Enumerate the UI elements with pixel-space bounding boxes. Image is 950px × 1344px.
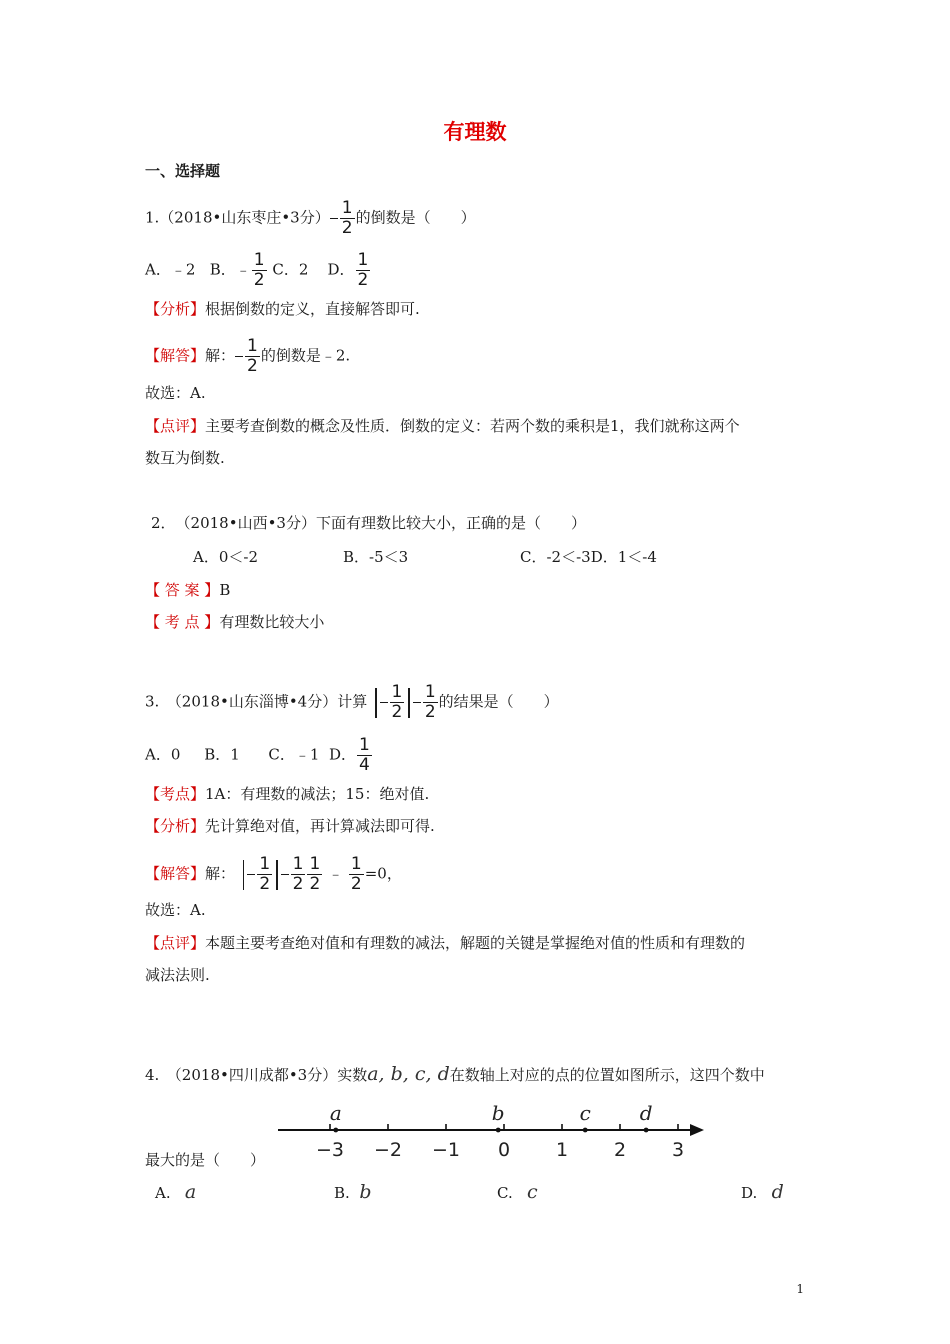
fraction-denominator: 2 — [309, 874, 321, 894]
q4-option-b — [334, 1181, 372, 1203]
q4-option-d — [741, 1181, 784, 1203]
q1-option-a: A．﹣2 — [145, 260, 196, 279]
fraction-numerator: 1 — [247, 336, 258, 356]
section-heading: 一、选择题 — [145, 162, 221, 180]
q3-answer — [145, 854, 402, 894]
q3-option-d: D． — [329, 745, 357, 764]
fraction — [307, 856, 322, 893]
tag-point: 【考点】 — [145, 785, 206, 803]
option-letter: D. — [741, 1184, 758, 1202]
q1-comment — [145, 415, 740, 437]
tag-comment: 【点评】 — [145, 417, 206, 435]
number-line-figure — [270, 1098, 710, 1164]
minus-sign — [330, 218, 338, 219]
option-variable: b — [359, 1181, 372, 1203]
point-label: d — [639, 1101, 653, 1125]
q2-option-a: A．0＜-2 — [193, 548, 258, 566]
tag-comment: 【点评】 — [145, 934, 206, 952]
minus-sign: ﹣ — [328, 864, 344, 883]
tag-answer: 【解答】 — [145, 864, 206, 883]
answer-text: B — [219, 581, 231, 599]
tag-answer: 【 答 案 】 — [145, 581, 220, 599]
q4-stem — [145, 1063, 765, 1085]
tick-label: 0 — [497, 1139, 511, 1161]
point-text: 有理数比较大小 — [219, 613, 325, 631]
q3-option-a: A．0 — [145, 745, 181, 764]
tag-answer: 【解答】 — [145, 346, 206, 365]
fraction-denominator: 2 — [391, 702, 403, 722]
point-text: 1A：有理数的减法；15：绝对值. — [205, 785, 430, 803]
q3-choice: 故选：A. — [145, 901, 206, 919]
minus-sign — [247, 874, 255, 875]
fraction — [423, 684, 438, 721]
tag-point: 【 考 点 】 — [145, 613, 220, 631]
q3-suffix: 的结果是（ ） — [438, 692, 559, 711]
fraction-numerator: 1 — [391, 682, 403, 702]
q4-variables: a, b, c, d — [367, 1063, 450, 1085]
fraction-numerator: 1 — [259, 854, 271, 874]
q3-options — [145, 735, 373, 775]
option-letter: B. — [334, 1184, 350, 1202]
q1-comment-cont: 数互为倒数. — [145, 449, 225, 467]
point-label: b — [491, 1101, 505, 1125]
page-number: 1 — [796, 1282, 804, 1296]
analysis-text: 先计算绝对值，再计算减法即可得. — [205, 817, 435, 835]
q3-option-b: B．1 — [204, 745, 240, 764]
abs-bar — [243, 860, 245, 890]
q1-suffix: 的倒数是（ ） — [355, 208, 476, 227]
minus-sign — [380, 702, 388, 703]
comment-text: 主要考查倒数的概念及性质．倒数的定义：若两个数的乘积是1，我们就称这两个 — [205, 417, 740, 435]
point-label: c — [579, 1101, 591, 1125]
answer-text: =0， — [364, 864, 402, 883]
fraction-numerator: 1 — [292, 854, 304, 874]
fraction — [390, 684, 405, 721]
q3-analysis — [145, 815, 435, 837]
fraction-denominator: 2 — [350, 874, 362, 894]
q1-analysis — [145, 298, 420, 320]
fraction — [252, 252, 267, 289]
fraction-numerator: 1 — [341, 198, 353, 218]
fraction-numerator: 1 — [309, 854, 321, 874]
point-dot — [644, 1128, 649, 1133]
fraction-numerator: 1 — [253, 250, 265, 270]
comment-text: 本题主要考查绝对值和有理数的减法，解题的关键是掌握绝对值的性质和有理数的 — [205, 934, 746, 952]
point-dot — [583, 1128, 588, 1133]
tick-label: −2 — [373, 1139, 403, 1161]
fraction-numerator: 1 — [350, 854, 362, 874]
q3-comment — [145, 932, 745, 954]
tick-label: 1 — [555, 1139, 569, 1161]
q4-option-c — [497, 1181, 538, 1203]
tick-label: 3 — [671, 1139, 685, 1161]
q3-point — [145, 783, 429, 805]
fraction — [356, 252, 371, 289]
tag-analysis: 【分析】 — [145, 817, 206, 835]
q2-answer — [145, 579, 230, 601]
fraction-denominator: 4 — [359, 755, 370, 775]
point-dot — [496, 1128, 501, 1133]
minus-sign — [235, 356, 243, 357]
arrow-head-icon — [690, 1124, 704, 1136]
q4-option-a — [155, 1181, 196, 1203]
fraction-numerator: 1 — [357, 250, 369, 270]
tag-analysis: 【分析】 — [145, 300, 206, 318]
q3-prefix: 3. （2018•山东淄博•4分）计算 — [145, 692, 368, 711]
tick-label: −3 — [315, 1139, 345, 1161]
fraction — [291, 856, 306, 893]
fraction-denominator: 2 — [357, 270, 369, 290]
fraction — [257, 856, 272, 893]
q4-suffix: 在数轴上对应的点的位置如图所示，这四个数中 — [449, 1066, 765, 1084]
option-variable: c — [527, 1181, 538, 1203]
q4-stem-cont: 最大的是（ ） — [145, 1151, 266, 1169]
q2-option-cd: C．-2＜-3D．1＜-4 — [520, 548, 657, 566]
abs-bar — [375, 688, 377, 718]
q1-options — [145, 250, 371, 290]
q1-answer — [145, 336, 351, 376]
point-dot — [333, 1128, 338, 1133]
q3-comment-cont: 减法法则. — [145, 966, 210, 984]
option-letter: A. — [155, 1184, 171, 1202]
answer-prefix: 解： — [205, 346, 236, 365]
option-variable: d — [771, 1181, 784, 1203]
q3-option-c: C．﹣1 — [268, 745, 320, 764]
option-variable: a — [184, 1181, 197, 1203]
q2-point — [145, 611, 324, 633]
page-title: 有理数 — [443, 120, 507, 144]
minus-sign — [413, 702, 421, 703]
fraction — [340, 200, 355, 237]
fraction-denominator: 2 — [424, 702, 436, 722]
q1-option-b: B． — [209, 260, 236, 279]
answer-prefix: 解： — [205, 864, 236, 883]
answer-text: 的倒数是﹣2. — [260, 346, 351, 365]
fraction-numerator: 1 — [359, 735, 370, 755]
tick-label: 2 — [613, 1139, 627, 1161]
q2-stem: 2． （2018•山西•3分）下面有理数比较大小，正确的是（ ） — [151, 514, 586, 532]
q4-prefix: 4. （2018•四川成都•3分）实数 — [145, 1066, 368, 1084]
fraction — [349, 856, 364, 893]
q1-option-d: D． — [327, 260, 355, 279]
fraction-denominator: 2 — [259, 874, 271, 894]
analysis-text: 根据倒数的定义，直接解答即可. — [205, 300, 420, 318]
tick-label: −1 — [431, 1139, 461, 1161]
q1-stem — [145, 198, 476, 238]
abs-bar — [408, 688, 410, 718]
fraction-numerator: 1 — [424, 682, 436, 702]
q1-option-c: C．2 — [272, 260, 309, 279]
fraction-denominator: 2 — [292, 874, 304, 894]
fraction-denominator: 2 — [341, 218, 353, 238]
option-letter: C. — [497, 1184, 513, 1202]
q3-stem — [145, 682, 559, 722]
fraction-denominator: 2 — [247, 356, 258, 376]
fraction — [245, 338, 260, 375]
minus-sign: ﹣ — [235, 260, 251, 279]
minus-sign — [281, 874, 289, 875]
q1-prefix: 1.（2018•山东枣庄•3分） — [145, 208, 330, 227]
fraction-denominator: 2 — [253, 270, 265, 290]
q1-choice: 故选：A. — [145, 384, 206, 402]
abs-bar — [276, 860, 278, 890]
fraction — [357, 737, 372, 774]
point-label: a — [329, 1101, 342, 1125]
q2-option-b: B．-5＜3 — [343, 548, 409, 566]
